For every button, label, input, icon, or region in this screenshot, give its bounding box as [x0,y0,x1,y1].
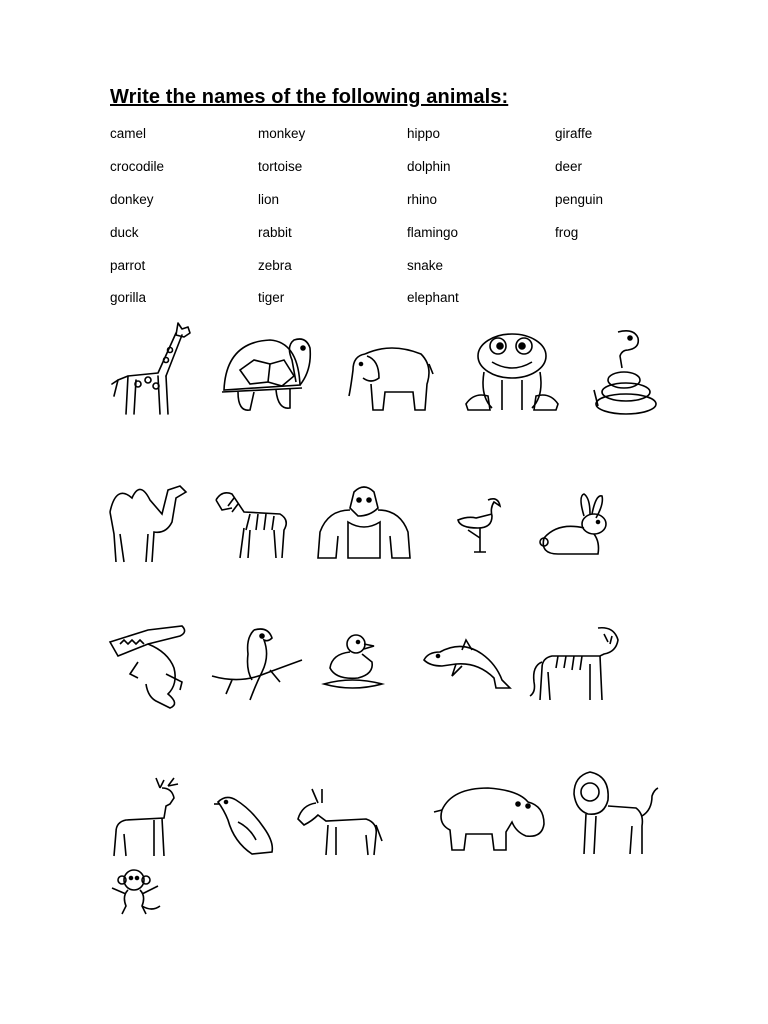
word-bank-word: tiger [258,290,285,305]
word-bank-word: rhino [407,192,438,207]
word-bank-word: penguin [555,192,604,207]
word-bank-word: donkey [110,192,154,207]
word-bank-word: hippo [407,126,441,141]
penguin-icon [212,792,280,858]
camel-icon [106,478,191,563]
rabbit-icon [538,492,610,557]
word-bank-word: tortoise [258,159,303,174]
word-bank-word: lion [258,192,280,207]
flamingo-icon [452,494,507,554]
word-bank-word: deer [555,159,583,174]
donkey-icon [292,785,384,857]
word-bank-word: camel [110,126,147,141]
crocodile-icon [108,622,190,710]
deer-icon [108,776,190,858]
word-bank-word: dolphin [407,159,451,174]
tortoise-icon [218,330,323,420]
elephant-icon [345,340,435,415]
word-bank-word: gorilla [110,290,147,305]
parrot-icon [210,624,305,704]
word-bank-word: flamingo [407,225,459,240]
worksheet-title: Write the names of the following animals: [110,86,509,108]
lion-icon [568,766,660,856]
word-bank-word: duck [110,225,139,240]
word-bank-word: elephant [407,290,459,305]
word-bank-word: rabbit [258,225,292,240]
monkey-icon [108,866,163,916]
word-bank-word: giraffe [555,126,593,141]
duck-icon [322,632,384,692]
word-bank-word: frog [555,225,579,240]
word-bank-word: parrot [110,258,146,273]
frog-icon [462,330,562,415]
word-bank-word: snake [407,258,444,273]
hippo-icon [432,782,548,854]
word-bank-word: monkey [258,126,306,141]
gorilla-icon [314,482,414,562]
word-bank-word: zebra [258,258,292,273]
dolphin-icon [422,636,512,694]
word-bank-word: crocodile [110,159,165,174]
tiger-icon [528,622,623,704]
snake-icon [588,326,663,418]
giraffe-icon [108,318,198,418]
zebra-icon [210,486,292,561]
